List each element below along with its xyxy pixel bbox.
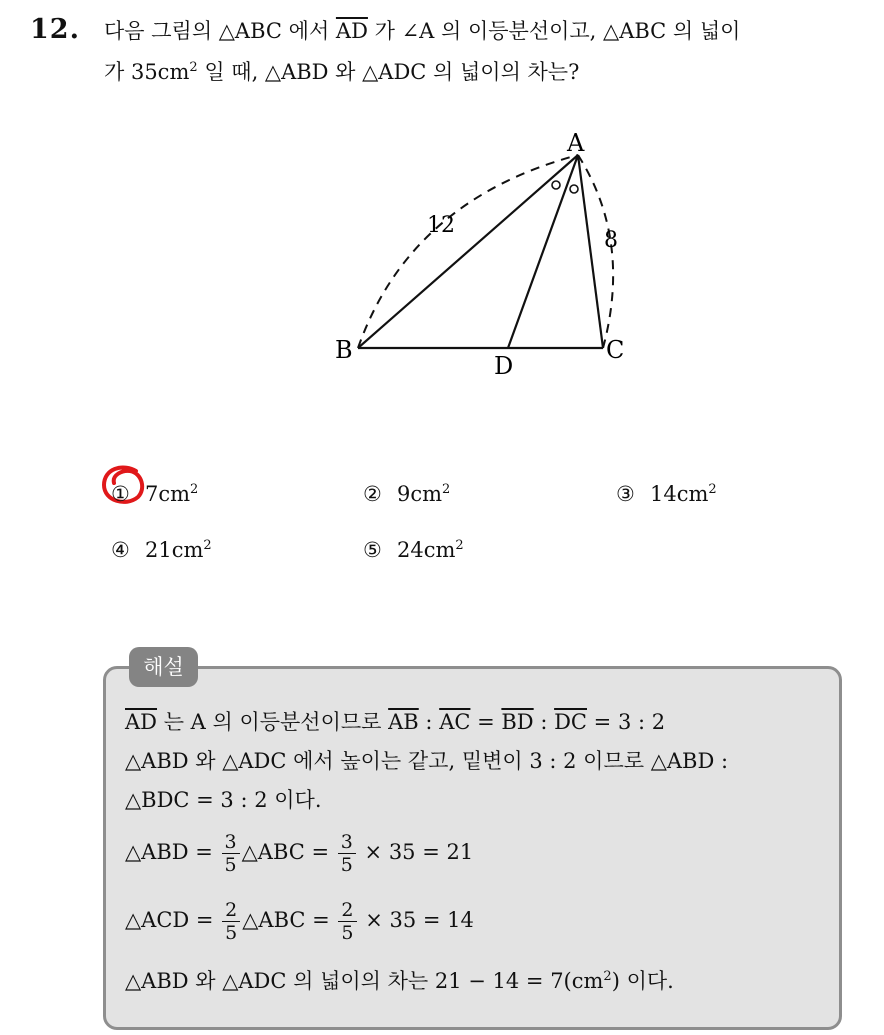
- label-length-ac: 8: [604, 228, 618, 253]
- question-text: 가 35cm: [104, 60, 190, 84]
- denominator: 5: [225, 922, 238, 944]
- solution-text: △ABC =: [242, 908, 337, 932]
- solution-line-3: △BDC = 3 : 2 이다.: [125, 788, 322, 812]
- side-ac: [578, 155, 603, 348]
- choice-text: 7cm: [145, 482, 191, 506]
- solution-line-2: △ABD 와 △ADC 에서 높이는 같고, 밑변이 3 : 2 이므로 △ABD :: [125, 749, 729, 773]
- choice-number: ④: [111, 538, 130, 562]
- side-ab: [358, 155, 578, 348]
- choice-number: ②: [363, 482, 382, 506]
- label-b: B: [335, 336, 353, 364]
- angle-mark: [570, 185, 578, 193]
- denominator: 5: [224, 854, 237, 876]
- numerator: 2: [222, 899, 240, 922]
- label-length-ab: 12: [427, 213, 455, 238]
- solution-text: × 35 = 21: [357, 840, 474, 864]
- fraction: [338, 899, 356, 944]
- superscript: 2: [442, 482, 451, 497]
- solution-text: × 35 = 14: [358, 908, 474, 932]
- superscript: 2: [190, 482, 199, 497]
- solution-text: △ABD 와 △ADC 의 넓이의 차는 21 − 14 = 7(cm: [125, 969, 604, 993]
- solution-line-4: [125, 823, 473, 881]
- choice-4[interactable]: [111, 531, 212, 565]
- choice-text: 14cm: [650, 482, 709, 506]
- question-line-2: [104, 53, 579, 87]
- question-text: 가 ∠A 의 이등분선이고, △ABC 의 넓이: [367, 19, 741, 43]
- superscript: 2: [189, 60, 198, 75]
- solution-line-6: [125, 962, 674, 996]
- question-number: 12.: [30, 14, 80, 45]
- segment-ad: $\overline{AD}$: [125, 710, 158, 734]
- denominator: 5: [340, 854, 353, 876]
- superscript: 2: [455, 538, 464, 553]
- choice-1[interactable]: [111, 475, 198, 509]
- choice-2[interactable]: [363, 475, 450, 509]
- segment-bd: $\overline{BD}$: [501, 710, 534, 734]
- solution-text: = 3 : 2: [587, 710, 666, 734]
- choice-3[interactable]: [616, 475, 717, 509]
- label-c: C: [606, 336, 625, 364]
- fraction: [338, 831, 356, 876]
- segment-ac: $\overline{AC}$: [439, 710, 471, 734]
- solution-text: ) 이다.: [611, 969, 674, 993]
- triangle-figure: [320, 120, 650, 385]
- choice-5[interactable]: [363, 531, 464, 565]
- question-line-1: [104, 16, 740, 46]
- choice-number: ③: [616, 482, 635, 506]
- solution-text: :: [418, 710, 440, 734]
- question-text: 다음 그림의 △ABC 에서: [104, 19, 336, 43]
- choice-number: ⑤: [363, 538, 382, 562]
- solution-tag: 해설: [129, 647, 198, 687]
- solution-text: =: [470, 710, 502, 734]
- numerator: 2: [338, 899, 356, 922]
- choice-text: 9cm: [397, 482, 443, 506]
- numerator: 3: [222, 831, 240, 854]
- solution-line-1: [125, 707, 665, 737]
- solution-text: △ACD =: [125, 908, 221, 932]
- choice-text: 21cm: [145, 538, 204, 562]
- denominator: 5: [341, 922, 354, 944]
- segment-ab: $\overline{AB}$: [388, 710, 419, 734]
- fraction: [222, 831, 240, 876]
- fraction: [222, 899, 240, 944]
- angle-mark: [552, 181, 560, 189]
- question-text: 일 때, △ABD 와 △ADC 의 넓이의 차는?: [197, 60, 580, 84]
- superscript: 2: [708, 482, 717, 497]
- segment-ad-line: [508, 155, 578, 348]
- solution-text: △ABC =: [241, 840, 336, 864]
- solution-text: 는 A 의 이등분선이므로: [157, 710, 389, 734]
- label-a: A: [567, 129, 585, 157]
- solution-text: :: [533, 710, 555, 734]
- choice-number: ①: [111, 482, 130, 506]
- superscript: 2: [603, 969, 612, 984]
- solution-line-5: [125, 891, 474, 949]
- superscript: 2: [203, 538, 212, 553]
- label-d: D: [494, 352, 514, 380]
- segment-dc: $\overline{DC}$: [554, 710, 587, 734]
- numerator: 3: [338, 831, 356, 854]
- solution-text: △ABD =: [125, 840, 220, 864]
- choice-text: 24cm: [397, 538, 456, 562]
- segment-ad: $\overline{AD}$: [335, 19, 368, 43]
